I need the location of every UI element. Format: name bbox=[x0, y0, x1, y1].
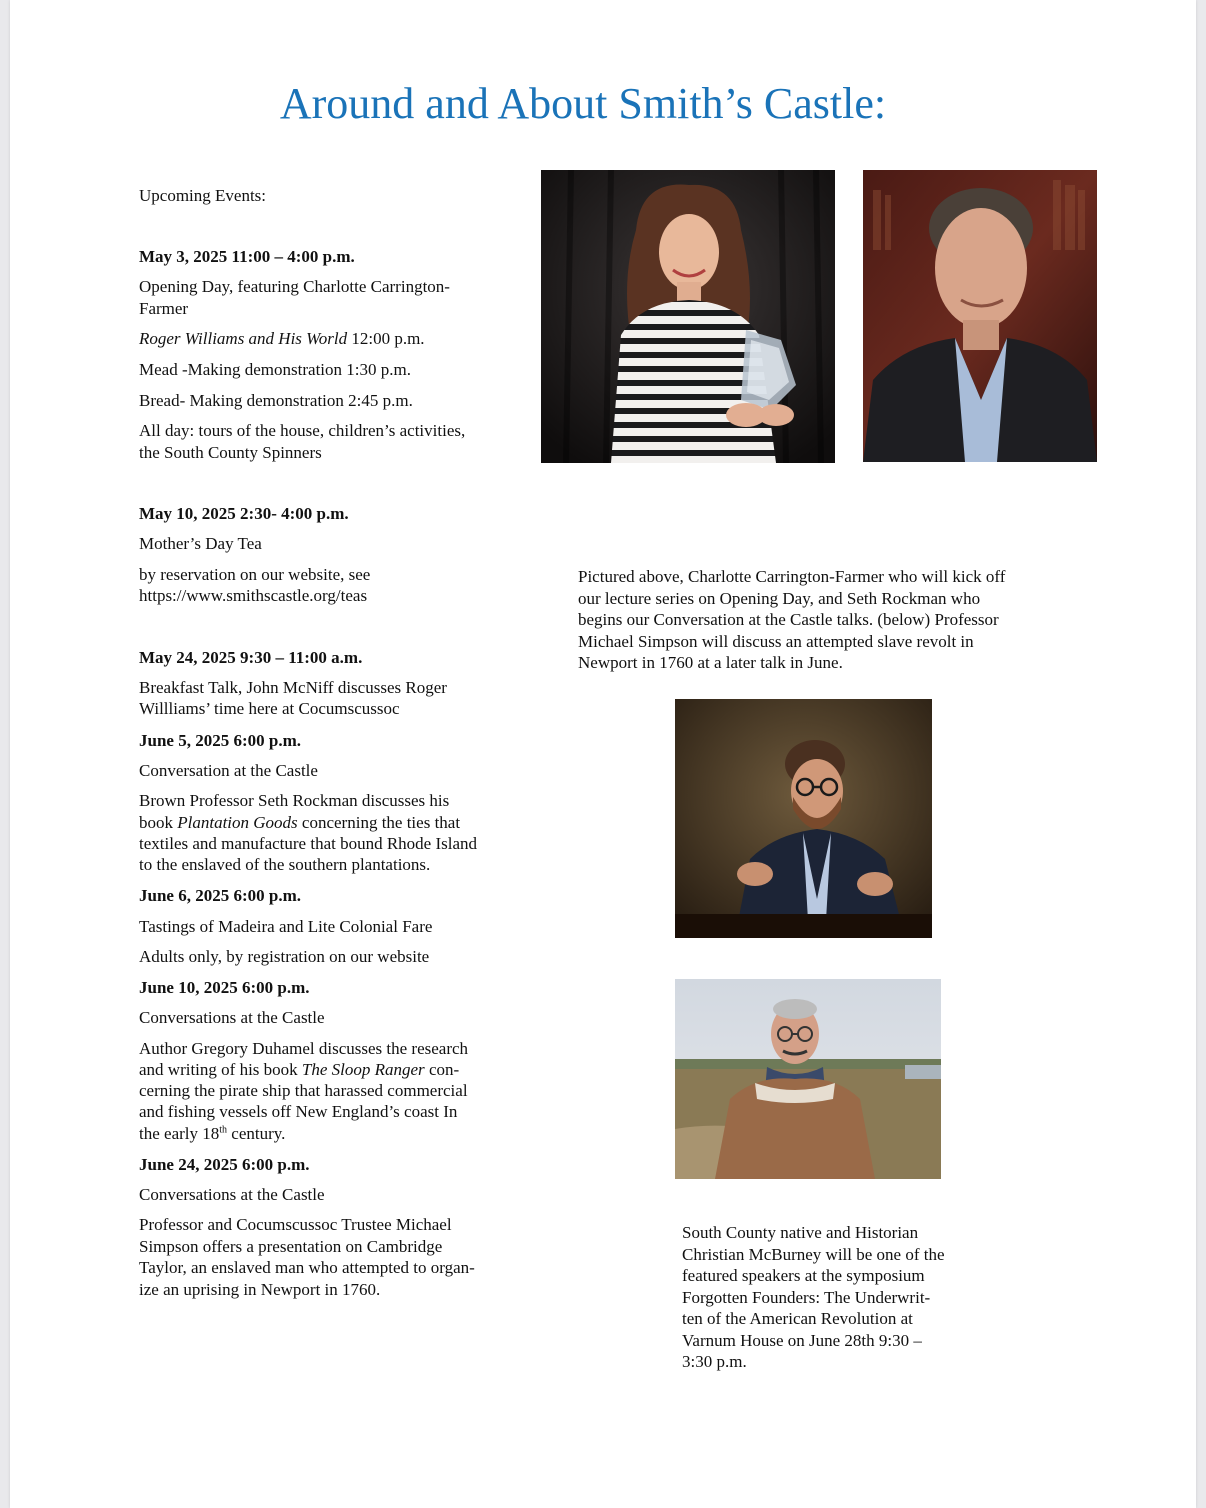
event-desc-june5-1: Brown Professor Seth Rockman discusses his bbox=[139, 791, 450, 810]
text-run: book bbox=[139, 813, 178, 832]
event-desc-may3-talk bbox=[139, 328, 425, 350]
event-desc-may3-line1b: Farmer bbox=[139, 299, 189, 318]
event-desc-june24-1: Professor and Cocumscussoc Trustee Michael bbox=[139, 1215, 452, 1234]
event-name-june24: Conversations at the Castle bbox=[139, 1185, 325, 1204]
photo-michael-simpson bbox=[675, 699, 932, 938]
event-desc-may10-res1: by reservation on our website, see bbox=[139, 565, 371, 584]
event-date-june6: June 6, 2025 6:00 p.m. bbox=[139, 886, 301, 905]
caption-line: Forgotten Founders: The Underwrit- bbox=[682, 1287, 931, 1307]
text-run: and writing of his book bbox=[139, 1060, 302, 1079]
event-desc-june24-3: Taylor, an enslaved man who attempted to organ- bbox=[139, 1258, 475, 1277]
event-desc-may3-bread: Bread- Making demonstration 2:45 p.m. bbox=[139, 391, 413, 410]
event-date-may3: May 3, 2025 11:00 – 4:00 p.m. bbox=[139, 247, 355, 266]
page-title: Around and About Smith’s Castle: bbox=[279, 79, 887, 128]
event-desc-may24-2: Willliams’ time here at Cocumscussoc bbox=[139, 699, 400, 718]
event-desc-june24-2: Simpson offers a presentation on Cambridge bbox=[139, 1237, 443, 1256]
event-desc-may3-allday2: the South County Spinners bbox=[139, 443, 322, 462]
event-name-june5: Conversation at the Castle bbox=[139, 761, 318, 780]
caption-line: Christian McBurney will be one of the bbox=[682, 1244, 945, 1264]
caption-christian-mcburney bbox=[682, 1222, 945, 1373]
book-title: Plantation Goods bbox=[177, 813, 298, 832]
event-name-may10: Mother’s Day Tea bbox=[139, 534, 262, 553]
event-desc-june10-2 bbox=[139, 1059, 459, 1081]
caption-line: 3:30 p.m. bbox=[682, 1352, 747, 1371]
event-note-june6: Adults only, by registration on our website bbox=[139, 947, 430, 966]
caption-line: ten of the American Revolution at bbox=[682, 1309, 913, 1328]
event-date-may24: May 24, 2025 9:30 – 11:00 a.m. bbox=[139, 648, 363, 667]
event-desc-may3-allday1: All day: tours of the house, children’s activities, bbox=[139, 421, 466, 440]
event-desc-june10-5 bbox=[139, 1123, 285, 1145]
event-desc-june10-4: and fishing vessels off New England’s coast In bbox=[139, 1102, 458, 1121]
event-name-june10: Conversations at the Castle bbox=[139, 1008, 325, 1027]
event-desc-may3-mead: Mead -Making demonstration 1:30 p.m. bbox=[139, 360, 411, 379]
caption-pictured-above bbox=[578, 566, 1005, 674]
photo-charlotte-carrington-farmer bbox=[541, 170, 835, 463]
text-run: century. bbox=[227, 1124, 286, 1143]
caption-line: Michael Simpson will discuss an attempted slave revolt in bbox=[578, 631, 974, 651]
caption-line: Pictured above, Charlotte Carrington-Farmer who will kick off bbox=[578, 567, 1006, 586]
event-date-june24: June 24, 2025 6:00 p.m. bbox=[139, 1155, 310, 1174]
event-link-may10[interactable]: https://www.smithscastle.org/teas bbox=[139, 586, 368, 605]
book-title: The Sloop Ranger bbox=[301, 1060, 425, 1079]
caption-line: South County native and Historian bbox=[682, 1223, 919, 1242]
text-run: concerning the ties that bbox=[297, 813, 461, 832]
caption-line: Varnum House on June 28th 9:30 – bbox=[682, 1330, 922, 1350]
event-desc-june10-3: cerning the pirate ship that harassed commercial bbox=[139, 1081, 468, 1100]
upcoming-events-label: Upcoming Events: bbox=[139, 186, 267, 205]
caption-line: our lecture series on Opening Day, and Seth Rockman who bbox=[578, 588, 981, 608]
event-desc-june24-4: ize an uprising in Newport in 1760. bbox=[139, 1280, 381, 1299]
event-desc-june5-3: textiles and manufacture that bound Rhode Island bbox=[139, 834, 478, 853]
photo-christian-mcburney bbox=[675, 979, 941, 1179]
superscript: th bbox=[219, 1124, 228, 1136]
event-date-june10: June 10, 2025 6:00 p.m. bbox=[139, 978, 310, 997]
event-desc-may24-1: Breakfast Talk, John McNiff discusses Roger bbox=[139, 678, 447, 697]
text-run: the early 18 bbox=[139, 1124, 220, 1143]
talk-title: Roger Williams and His World bbox=[139, 329, 348, 348]
event-date-june5: June 5, 2025 6:00 p.m. bbox=[139, 731, 301, 750]
event-desc-june5-2 bbox=[139, 812, 460, 834]
caption-line: featured speakers at the symposium bbox=[682, 1266, 925, 1285]
event-date-may10: May 10, 2025 2:30- 4:00 p.m. bbox=[139, 504, 349, 523]
caption-line: Newport in 1760 at a later talk in June. bbox=[578, 653, 843, 672]
event-desc-june10-1: Author Gregory Duhamel discusses the research bbox=[139, 1039, 469, 1058]
text-run: con- bbox=[424, 1060, 460, 1079]
talk-time: 12:00 p.m. bbox=[347, 329, 425, 348]
caption-line: begins our Conversation at the Castle talks. (below) Professor bbox=[578, 610, 999, 629]
photo-seth-rockman bbox=[863, 170, 1097, 462]
newsletter-page bbox=[10, 0, 1196, 1508]
event-name-june6: Tastings of Madeira and Lite Colonial Fare bbox=[139, 917, 433, 936]
event-desc-june5-4: to the enslaved of the southern plantations. bbox=[139, 855, 431, 874]
event-desc-may3-line1: Opening Day, featuring Charlotte Carrington- bbox=[139, 277, 450, 296]
